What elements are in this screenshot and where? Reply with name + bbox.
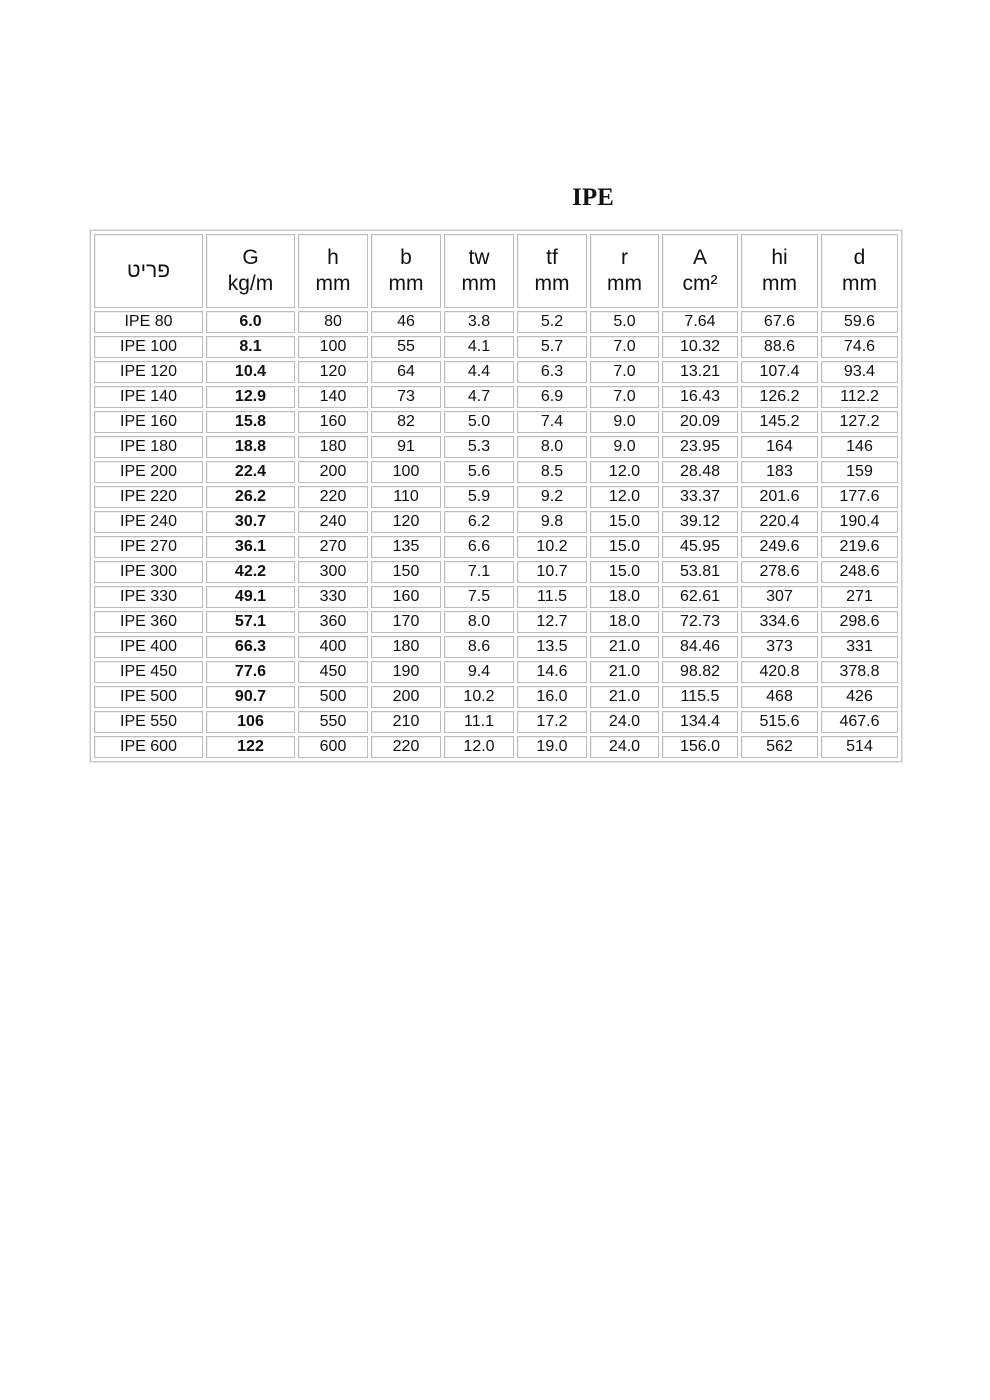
cell-area: 20.09 (662, 411, 738, 433)
cell-width: 150 (371, 561, 441, 583)
cell-profile: IPE 360 (94, 611, 203, 633)
cell-profile: IPE 330 (94, 586, 203, 608)
cell-inner-height: 67.6 (741, 311, 818, 333)
table-row (94, 461, 898, 483)
cell-profile: IPE 600 (94, 736, 203, 758)
header-unit: kg/m (227, 272, 274, 295)
cell-area: 53.81 (662, 561, 738, 583)
cell-weight: 106 (206, 711, 295, 733)
cell-weight: 90.7 (206, 686, 295, 708)
cell-width: 73 (371, 386, 441, 408)
cell-height: 500 (298, 686, 368, 708)
cell-radius: 12.0 (590, 486, 659, 508)
cell-radius: 21.0 (590, 636, 659, 658)
cell-web-thickness: 4.1 (444, 336, 514, 358)
cell-radius: 15.0 (590, 561, 659, 583)
cell-area: 16.43 (662, 386, 738, 408)
cell-inner-height: 88.6 (741, 336, 818, 358)
table-row (94, 411, 898, 433)
cell-inner-height: 201.6 (741, 486, 818, 508)
cell-height: 330 (298, 586, 368, 608)
cell-width: 64 (371, 361, 441, 383)
cell-height: 450 (298, 661, 368, 683)
cell-profile: IPE 80 (94, 311, 203, 333)
cell-weight: 30.7 (206, 511, 295, 533)
table-row (94, 711, 898, 733)
cell-depth: 219.6 (821, 536, 898, 558)
header-weight (206, 234, 295, 308)
cell-radius: 21.0 (590, 661, 659, 683)
cell-width: 120 (371, 511, 441, 533)
cell-depth: 177.6 (821, 486, 898, 508)
header-symbol: h (327, 246, 339, 269)
cell-height: 120 (298, 361, 368, 383)
table-row (94, 686, 898, 708)
table-row (94, 436, 898, 458)
cell-flange-thickness: 5.2 (517, 311, 587, 333)
header-width (371, 234, 441, 308)
header-height (298, 234, 368, 308)
table-header-row (94, 234, 898, 308)
cell-inner-height: 220.4 (741, 511, 818, 533)
cell-radius: 5.0 (590, 311, 659, 333)
table-row (94, 511, 898, 533)
cell-weight: 66.3 (206, 636, 295, 658)
cell-web-thickness: 10.2 (444, 686, 514, 708)
cell-weight: 77.6 (206, 661, 295, 683)
header-unit: mm (315, 272, 351, 295)
cell-flange-thickness: 6.3 (517, 361, 587, 383)
header-item (94, 234, 203, 308)
cell-radius: 24.0 (590, 736, 659, 758)
table-row (94, 386, 898, 408)
header-symbol: G (242, 246, 259, 269)
header-symbol: A (692, 246, 707, 269)
cell-flange-thickness: 8.5 (517, 461, 587, 483)
header-radius (590, 234, 659, 308)
cell-height: 300 (298, 561, 368, 583)
cell-weight: 10.4 (206, 361, 295, 383)
cell-flange-thickness: 14.6 (517, 661, 587, 683)
cell-depth: 514 (821, 736, 898, 758)
cell-height: 140 (298, 386, 368, 408)
cell-height: 160 (298, 411, 368, 433)
cell-area: 39.12 (662, 511, 738, 533)
cell-flange-thickness: 19.0 (517, 736, 587, 758)
cell-depth: 298.6 (821, 611, 898, 633)
cell-radius: 7.0 (590, 336, 659, 358)
table-row (94, 661, 898, 683)
cell-depth: 159 (821, 461, 898, 483)
cell-flange-thickness: 6.9 (517, 386, 587, 408)
cell-width: 46 (371, 311, 441, 333)
table-body (94, 311, 898, 758)
table-row (94, 361, 898, 383)
table-row (94, 586, 898, 608)
cell-width: 91 (371, 436, 441, 458)
cell-radius: 18.0 (590, 611, 659, 633)
cell-flange-thickness: 12.7 (517, 611, 587, 633)
cell-radius: 9.0 (590, 436, 659, 458)
cell-radius: 7.0 (590, 386, 659, 408)
cell-flange-thickness: 10.7 (517, 561, 587, 583)
cell-height: 550 (298, 711, 368, 733)
cell-area: 28.48 (662, 461, 738, 483)
cell-profile: IPE 270 (94, 536, 203, 558)
header-area (662, 234, 738, 308)
cell-inner-height: 562 (741, 736, 818, 758)
cell-web-thickness: 7.5 (444, 586, 514, 608)
cell-height: 400 (298, 636, 368, 658)
cell-weight: 122 (206, 736, 295, 758)
cell-radius: 21.0 (590, 686, 659, 708)
cell-depth: 59.6 (821, 311, 898, 333)
cell-width: 160 (371, 586, 441, 608)
cell-depth: 190.4 (821, 511, 898, 533)
cell-web-thickness: 12.0 (444, 736, 514, 758)
cell-depth: 467.6 (821, 711, 898, 733)
cell-web-thickness: 3.8 (444, 311, 514, 333)
cell-area: 45.95 (662, 536, 738, 558)
cell-web-thickness: 5.9 (444, 486, 514, 508)
ipe-table (91, 231, 901, 761)
cell-web-thickness: 5.6 (444, 461, 514, 483)
header-symbol: hi (771, 246, 788, 269)
cell-weight: 49.1 (206, 586, 295, 608)
cell-width: 180 (371, 636, 441, 658)
cell-web-thickness: 8.6 (444, 636, 514, 658)
cell-area: 72.73 (662, 611, 738, 633)
cell-inner-height: 249.6 (741, 536, 818, 558)
cell-web-thickness: 6.2 (444, 511, 514, 533)
cell-depth: 112.2 (821, 386, 898, 408)
cell-inner-height: 420.8 (741, 661, 818, 683)
cell-inner-height: 515.6 (741, 711, 818, 733)
header-unit: mm (388, 272, 424, 295)
cell-area: 134.4 (662, 711, 738, 733)
cell-height: 180 (298, 436, 368, 458)
cell-inner-height: 373 (741, 636, 818, 658)
cell-radius: 7.0 (590, 361, 659, 383)
cell-inner-height: 164 (741, 436, 818, 458)
header-unit: mm (762, 272, 797, 295)
cell-width: 210 (371, 711, 441, 733)
header-flange-thickness (517, 234, 587, 308)
cell-height: 200 (298, 461, 368, 483)
cell-radius: 9.0 (590, 411, 659, 433)
cell-flange-thickness: 9.2 (517, 486, 587, 508)
cell-area: 98.82 (662, 661, 738, 683)
cell-radius: 18.0 (590, 586, 659, 608)
cell-profile: IPE 300 (94, 561, 203, 583)
cell-web-thickness: 4.7 (444, 386, 514, 408)
cell-width: 190 (371, 661, 441, 683)
header-unit: cm² (682, 272, 718, 295)
cell-flange-thickness: 11.5 (517, 586, 587, 608)
header-symbol: tf (546, 246, 558, 269)
cell-height: 220 (298, 486, 368, 508)
cell-flange-thickness: 9.8 (517, 511, 587, 533)
cell-profile: IPE 220 (94, 486, 203, 508)
table-row (94, 311, 898, 333)
cell-weight: 18.8 (206, 436, 295, 458)
ipe-properties-table (90, 230, 902, 762)
cell-width: 82 (371, 411, 441, 433)
cell-profile: IPE 550 (94, 711, 203, 733)
cell-web-thickness: 7.1 (444, 561, 514, 583)
header-unit: mm (534, 272, 570, 295)
cell-height: 80 (298, 311, 368, 333)
cell-profile: IPE 200 (94, 461, 203, 483)
cell-width: 55 (371, 336, 441, 358)
cell-radius: 15.0 (590, 536, 659, 558)
cell-weight: 8.1 (206, 336, 295, 358)
header-unit: mm (842, 272, 877, 295)
cell-web-thickness: 8.0 (444, 611, 514, 633)
cell-area: 7.64 (662, 311, 738, 333)
cell-profile: IPE 180 (94, 436, 203, 458)
cell-inner-height: 278.6 (741, 561, 818, 583)
cell-depth: 146 (821, 436, 898, 458)
cell-flange-thickness: 10.2 (517, 536, 587, 558)
cell-height: 100 (298, 336, 368, 358)
header-symbol: b (400, 246, 412, 269)
header-unit: mm (461, 272, 497, 295)
cell-area: 156.0 (662, 736, 738, 758)
cell-height: 360 (298, 611, 368, 633)
cell-flange-thickness: 16.0 (517, 686, 587, 708)
cell-flange-thickness: 7.4 (517, 411, 587, 433)
cell-depth: 93.4 (821, 361, 898, 383)
cell-inner-height: 145.2 (741, 411, 818, 433)
table-row (94, 611, 898, 633)
header-inner-height (741, 234, 818, 308)
cell-web-thickness: 9.4 (444, 661, 514, 683)
cell-web-thickness: 6.6 (444, 536, 514, 558)
cell-depth: 378.8 (821, 661, 898, 683)
cell-area: 84.46 (662, 636, 738, 658)
cell-height: 270 (298, 536, 368, 558)
header-symbol: d (853, 246, 866, 269)
cell-weight: 12.9 (206, 386, 295, 408)
cell-depth: 331 (821, 636, 898, 658)
table-row (94, 561, 898, 583)
cell-flange-thickness: 8.0 (517, 436, 587, 458)
header-symbol: פריט (126, 259, 171, 282)
cell-area: 23.95 (662, 436, 738, 458)
cell-width: 100 (371, 461, 441, 483)
cell-width: 110 (371, 486, 441, 508)
cell-area: 33.37 (662, 486, 738, 508)
cell-weight: 22.4 (206, 461, 295, 483)
cell-area: 115.5 (662, 686, 738, 708)
cell-depth: 271 (821, 586, 898, 608)
cell-profile: IPE 240 (94, 511, 203, 533)
cell-area: 62.61 (662, 586, 738, 608)
cell-flange-thickness: 17.2 (517, 711, 587, 733)
cell-flange-thickness: 5.7 (517, 336, 587, 358)
cell-radius: 24.0 (590, 711, 659, 733)
cell-profile: IPE 140 (94, 386, 203, 408)
cell-web-thickness: 11.1 (444, 711, 514, 733)
cell-web-thickness: 4.4 (444, 361, 514, 383)
cell-height: 240 (298, 511, 368, 533)
header-symbol: tw (468, 246, 490, 269)
cell-inner-height: 107.4 (741, 361, 818, 383)
cell-inner-height: 468 (741, 686, 818, 708)
cell-area: 10.32 (662, 336, 738, 358)
cell-width: 170 (371, 611, 441, 633)
cell-profile: IPE 100 (94, 336, 203, 358)
cell-area: 13.21 (662, 361, 738, 383)
table-row (94, 736, 898, 758)
cell-web-thickness: 5.3 (444, 436, 514, 458)
cell-weight: 6.0 (206, 311, 295, 333)
cell-inner-height: 126.2 (741, 386, 818, 408)
cell-profile: IPE 400 (94, 636, 203, 658)
cell-radius: 15.0 (590, 511, 659, 533)
cell-profile: IPE 120 (94, 361, 203, 383)
cell-web-thickness: 5.0 (444, 411, 514, 433)
header-depth (821, 234, 898, 308)
cell-inner-height: 307 (741, 586, 818, 608)
cell-depth: 74.6 (821, 336, 898, 358)
cell-weight: 42.2 (206, 561, 295, 583)
cell-weight: 57.1 (206, 611, 295, 633)
table-row (94, 486, 898, 508)
cell-depth: 127.2 (821, 411, 898, 433)
cell-profile: IPE 160 (94, 411, 203, 433)
table-row (94, 336, 898, 358)
cell-radius: 12.0 (590, 461, 659, 483)
cell-width: 200 (371, 686, 441, 708)
cell-weight: 15.8 (206, 411, 295, 433)
cell-width: 135 (371, 536, 441, 558)
cell-width: 220 (371, 736, 441, 758)
cell-inner-height: 183 (741, 461, 818, 483)
header-symbol: r (621, 246, 628, 269)
cell-weight: 26.2 (206, 486, 295, 508)
page-title (98, 184, 990, 212)
page-title-text: IPE (572, 184, 614, 211)
table-row (94, 636, 898, 658)
cell-inner-height: 334.6 (741, 611, 818, 633)
table-row (94, 536, 898, 558)
cell-flange-thickness: 13.5 (517, 636, 587, 658)
header-unit: mm (607, 272, 642, 295)
cell-profile: IPE 450 (94, 661, 203, 683)
header-web-thickness (444, 234, 514, 308)
cell-depth: 248.6 (821, 561, 898, 583)
cell-depth: 426 (821, 686, 898, 708)
cell-profile: IPE 500 (94, 686, 203, 708)
cell-height: 600 (298, 736, 368, 758)
cell-weight: 36.1 (206, 536, 295, 558)
